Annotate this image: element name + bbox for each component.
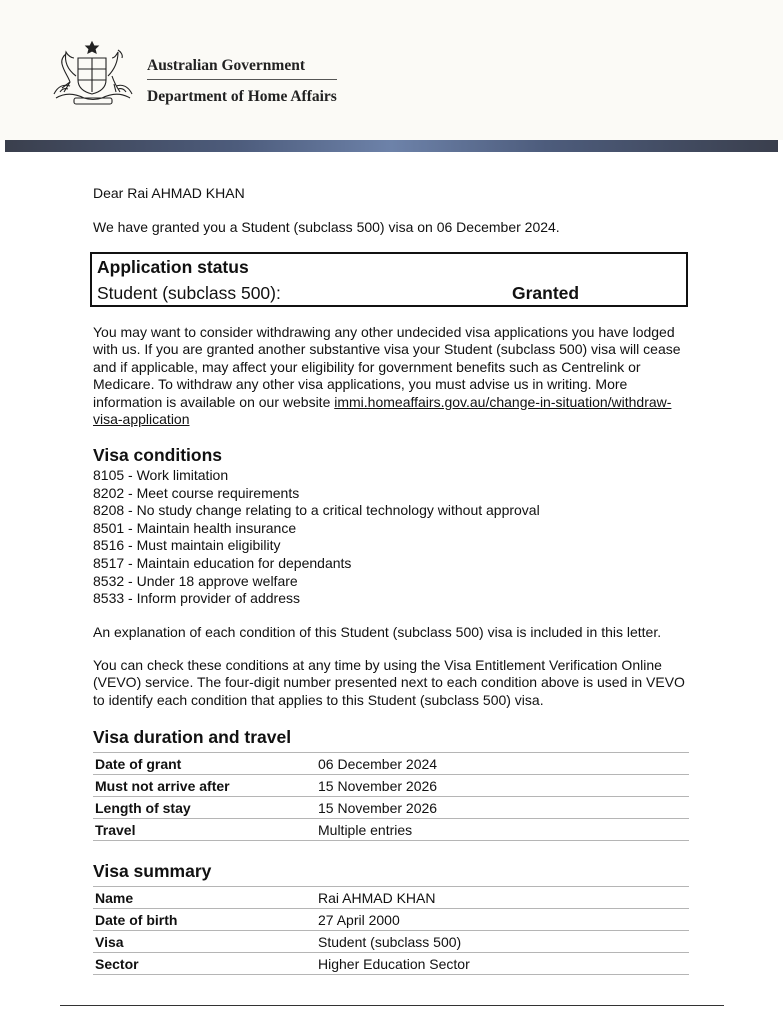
condition-item: 8532 - Under 18 approve welfare (93, 572, 298, 589)
row-value: 15 November 2026 (316, 797, 689, 819)
table-row (93, 953, 689, 975)
table-row (93, 797, 689, 819)
commonwealth-coat-of-arms-icon (48, 36, 138, 108)
letterhead (0, 0, 783, 140)
visa-summary-table (93, 886, 689, 975)
row-label: Date of grant (93, 753, 316, 775)
grant-sentence: We have granted you a Student (subclass 500) visa on 06 December 2024. (93, 219, 560, 235)
visa-conditions-heading: Visa conditions (93, 445, 223, 465)
department-name: Department of Home Affairs (147, 88, 337, 105)
row-label: Must not arrive after (93, 775, 316, 797)
government-name: Australian Government (147, 57, 306, 74)
row-value: Student (subclass 500) (316, 931, 689, 953)
row-label: Travel (93, 819, 316, 841)
letterhead-accent-bar (5, 140, 778, 152)
condition-item: 8208 - No study change relating to a critical technology without approval (93, 502, 540, 519)
condition-item: 8533 - Inform provider of address (93, 590, 300, 607)
row-value: 06 December 2024 (316, 753, 689, 775)
row-label: Name (93, 887, 316, 909)
row-label: Sector (93, 953, 316, 975)
row-value: 15 November 2026 (316, 775, 689, 797)
row-label: Visa (93, 931, 316, 953)
conditions-explanation: An explanation of each condition of this Student (subclass 500) visa is included in this letter. (93, 624, 662, 640)
condition-item: 8516 - Must maintain eligibility (93, 537, 281, 554)
status-value: Granted (512, 283, 580, 303)
table-row (93, 887, 689, 909)
row-value: Rai AHMAD KHAN (316, 887, 689, 909)
withdraw-info-link[interactable]: immi.homeaffairs.gov.au/change-in-situation/withdraw-visa-application (93, 393, 672, 428)
row-value: 27 April 2000 (316, 909, 689, 931)
footer-divider (60, 1005, 724, 1006)
condition-item: 8105 - Work limitation (93, 467, 229, 483)
status-visa-label: Student (subclass 500): (97, 283, 281, 303)
row-value: Multiple entries (316, 819, 689, 841)
table-row (93, 931, 689, 953)
withdraw-text: You may want to consider withdrawing any other undecided visa applications you have lodged with us. If you are granted another substantive visa your Student (subclass 500) visa will cease and if applicable, may affect your eligibility for government benefits such as Centrelink or Medicare. To withdraw any other visa applications, you must advise us in writing. More information is available on our website (93, 324, 681, 410)
condition-item: 8501 - Maintain health insurance (93, 519, 297, 536)
table-row (93, 753, 689, 775)
withdraw-paragraph (93, 324, 693, 428)
visa-summary-heading: Visa summary (93, 861, 212, 881)
visa-conditions-list (93, 467, 540, 608)
condition-item: 8517 - Maintain education for dependants (93, 554, 352, 571)
row-label: Length of stay (93, 797, 316, 819)
table-row (93, 819, 689, 841)
greeting: Dear Rai AHMAD KHAN (93, 185, 245, 201)
visa-duration-heading: Visa duration and travel (93, 727, 292, 747)
table-row (93, 909, 689, 931)
letterhead-divider (147, 79, 337, 80)
row-value: Higher Education Sector (316, 953, 689, 975)
condition-item: 8202 - Meet course requirements (93, 484, 300, 501)
vevo-paragraph: You can check these conditions at any time by using the Visa Entitlement Verification Online (VEVO) service. The four-digit number presented next to each condition above is used in VEVO to identify each condition that applies to this Student (subclass 500) visa. (93, 657, 685, 708)
application-status-box (90, 252, 688, 307)
table-row (93, 775, 689, 797)
status-heading: Application status (97, 257, 249, 277)
visa-duration-table (93, 752, 689, 841)
row-label: Date of birth (93, 909, 316, 931)
